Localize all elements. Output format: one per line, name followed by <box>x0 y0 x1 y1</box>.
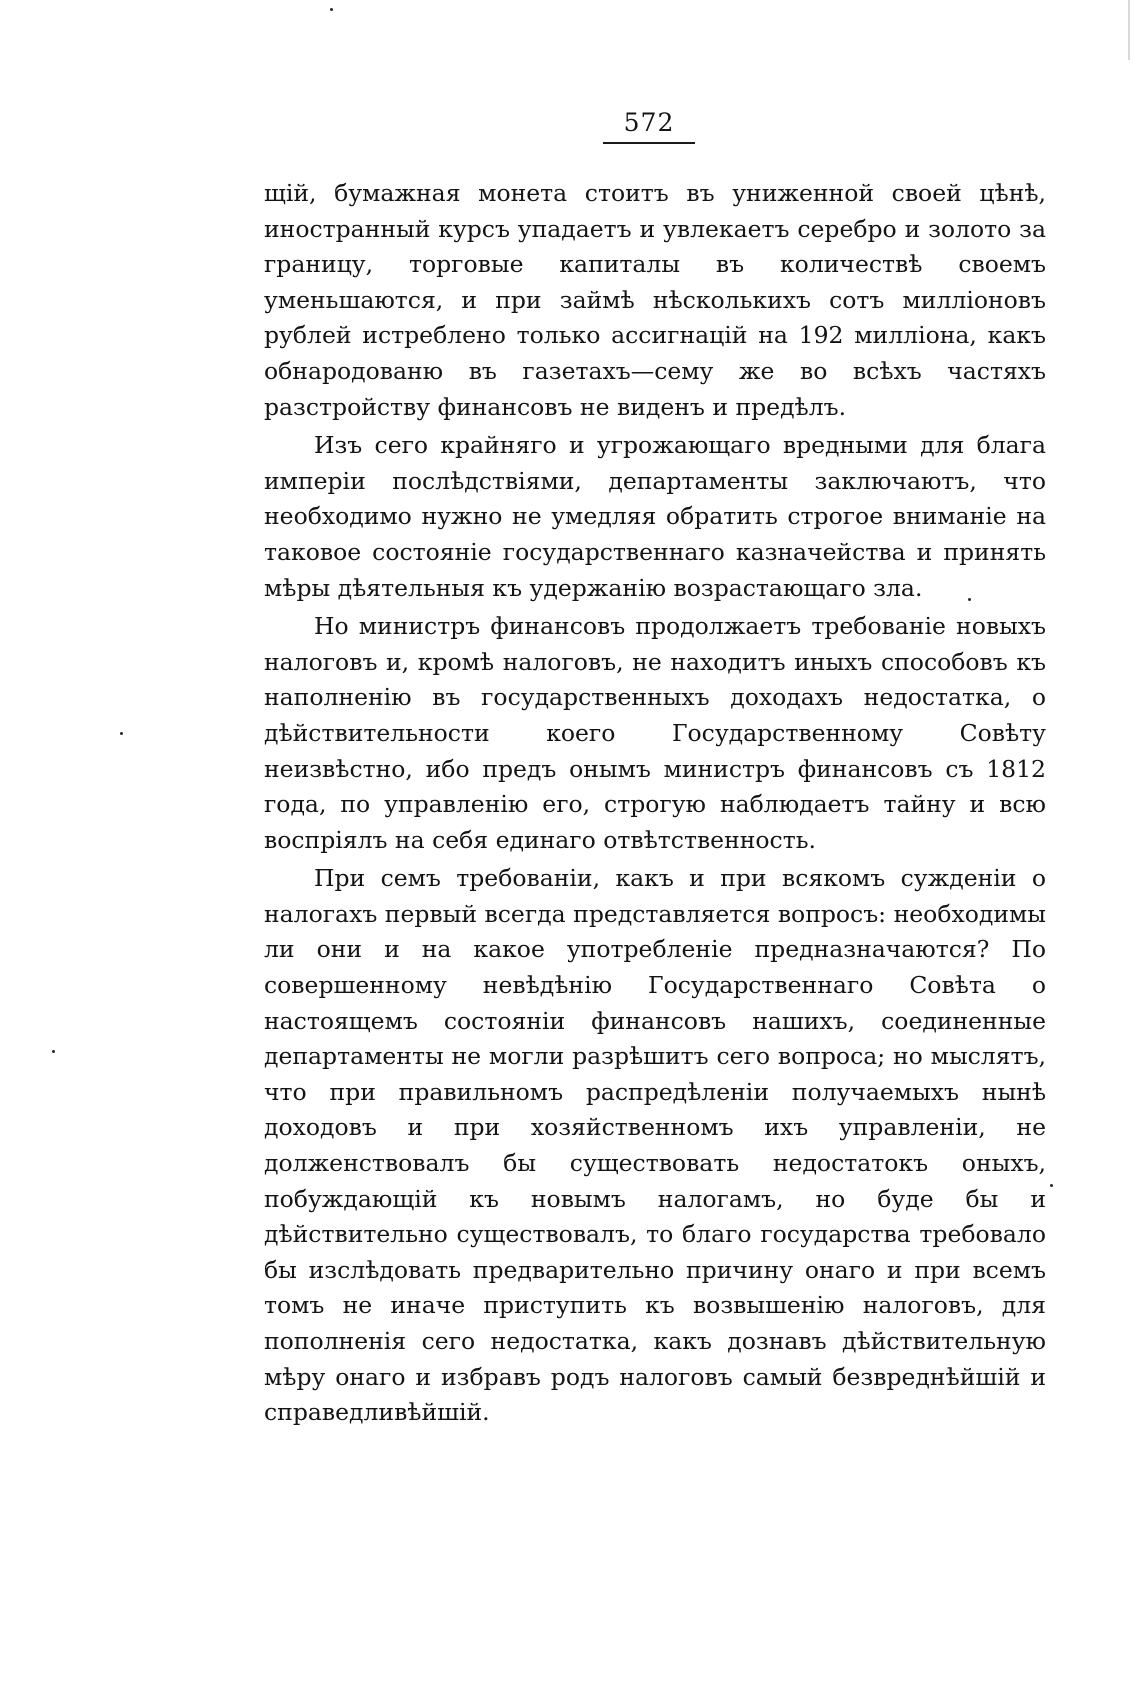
paragraph-2: Изъ сего крайняго и угрожающаго вредными для блага имперіи послѣдствіями, департаменты заключаютъ, что необходимо нужно не умедляя обратить строгое вниманіе на таковое состояніе государственнаго казначейства и принять мѣры дѣятельныя къ удержанію возрастающаго зла. <box>264 431 1046 602</box>
scan-speck <box>52 1050 55 1053</box>
paragraph-3: Но министръ финансовъ продолжаетъ требованіе новыхъ налоговъ и, кромѣ налоговъ, не находитъ иныхъ способовъ къ наполненію въ государственныхъ доходахъ недостатка, о дѣйствительности коего Государственному Совѣту неизвѣстно, ибо предъ онымъ министръ финансовъ съ 1812 года, по управленію его, строгую наблюдаетъ тайну и всю воспріялъ на себя единаго отвѣтственность. <box>264 612 1046 854</box>
scan-speck <box>1050 1184 1053 1187</box>
paragraph-1: щій, бумажная монета стоитъ въ униженной своей цѣнѣ, иностранный курсъ упадаетъ и увлекаетъ серебро и золото за границу, торговые капиталы въ количествѣ своемъ уменьшаются, и при займѣ нѣсколькихъ сотъ милліоновъ рублей истреблено только ассигнацій на 192 милліона, какъ обнародованю въ газетахъ—сему же во всѣхъ частяхъ разстройству финансовъ не виденъ и предѣлъ. <box>264 179 1046 421</box>
paragraph-4: При семъ требованіи, какъ и при всякомъ сужденіи о налогахъ первый всегда представляется вопросъ: необходимы ли они и на какое употребленіе предназначаются? По совершенному невѣдѣнію Государственнаго Совѣта о настоящемъ состояніи финансовъ нашихъ, соединенные департаменты не могли разрѣшитъ сего вопроса; но мыслятъ, что при правильномъ распредѣленіи получаемыхъ нынѣ доходовъ и при хозяйственномъ ихъ управленіи, не долженствовалъ бы существовать недостатокъ оныхъ, побуждающій къ новымъ налогамъ, но буде бы и дѣйствительно существовалъ, то благо государства требовало бы изслѣдовать предварительно причину онаго и при всемъ томъ не иначе приступить къ возвышенію налоговъ, для пополненія сего недостатка, какъ дознавъ дѣйствительную мѣру онаго и избравъ родъ налоговъ самый безвреднѣйшій и справедливѣйшій. <box>264 864 1046 1427</box>
scan-speck <box>120 732 123 735</box>
scan-speck <box>968 598 971 601</box>
scan-speck <box>330 8 333 11</box>
page-edge-line <box>1128 0 1130 60</box>
body-text <box>264 176 1046 1431</box>
page-number: 572 <box>603 108 695 144</box>
